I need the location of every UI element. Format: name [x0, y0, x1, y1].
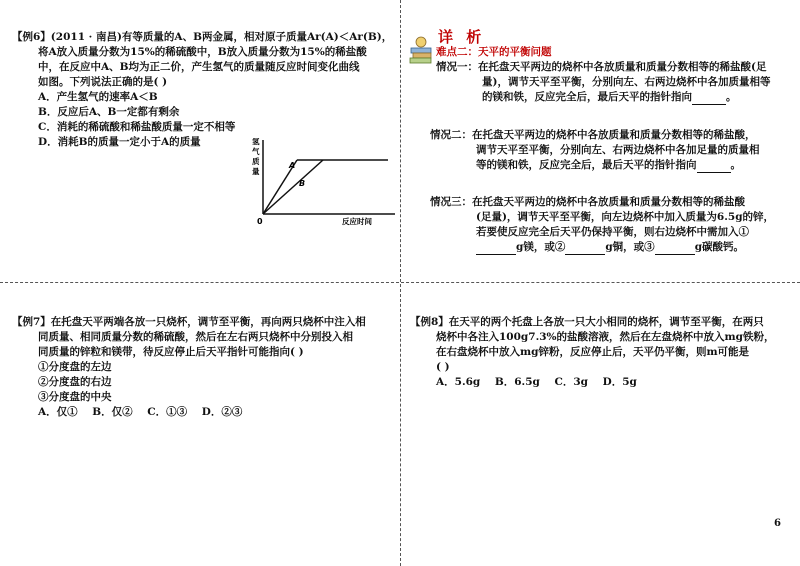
example7-options: A．仅① B．仅② C．①③ D．②③	[38, 406, 243, 418]
example7-line: 【例7】在托盘天平两端各放一只烧杯，调节至平衡，再向两只烧杯中注入相	[12, 316, 366, 328]
hydrogen-mass-graph	[250, 138, 400, 238]
case3-line: (足量)，调节天平至平衡，向左边烧杯中加入质量为6.5g的锌，	[476, 211, 775, 223]
example8-panel	[410, 315, 790, 390]
case3-blank-2[interactable]	[565, 243, 605, 255]
case3-blank-3[interactable]	[655, 243, 695, 255]
example8-line: 【例8】在天平的两个托盘上各放一只大小相同的烧杯，调节至平衡，在两只	[410, 316, 764, 328]
y-axis-label-char: 质	[252, 157, 260, 166]
case2-line: 调节天平至平衡，分别向左、右两边烧杯中各加足量的质量相	[476, 144, 760, 156]
case2-line: 等的镁和铁，反应完全后，最后天平的指针指向 。	[476, 159, 741, 171]
case3-fill: g碳酸钙。	[694, 241, 745, 253]
example6-option: C．消耗的稀硫酸和稀盐酸质量一定不相等	[38, 121, 236, 133]
origin-label: 0	[257, 217, 263, 226]
curve-b-label: B	[299, 179, 306, 188]
case1-answer-blank[interactable]	[692, 93, 726, 105]
case2-text: 等的镁和铁，反应完全后，最后天平的指针指向	[476, 159, 697, 171]
vertical-divider	[400, 0, 401, 566]
case3-blank-1[interactable]	[476, 243, 516, 255]
example6-line: 中，在反应中A、B均为正二价，产生氢气的质量随反应时间变化曲线	[38, 61, 360, 73]
y-axis-label-char: 气	[252, 147, 260, 156]
y-axis-label-char: 氢	[252, 138, 260, 146]
example7-line: 同质量的锌粒和镁带，待反应停止后天平指针可能指向( )	[38, 346, 304, 358]
analysis-panel	[410, 30, 790, 255]
example7-line: 同质量、相同质量分数的稀硫酸，然后在左右两只烧杯中分别投入相	[38, 331, 353, 343]
case2-line: 情况二：在托盘天平两边的烧杯中各放质量和质量分数相等的稀盐酸，	[430, 129, 756, 141]
example8-line: 烧杯中各注入100g7.3%的盐酸溶液，然后在左盘烧杯中放入mg铁粉，	[436, 331, 775, 343]
example6-line: 将A放入质量分数为15%的稀硫酸中，B放入质量分数为15%的稀盐酸	[38, 46, 367, 58]
example6-line: 如图。下列说法正确的是( )	[38, 76, 168, 88]
example7-choice: ③分度盘的中央	[38, 391, 112, 403]
case3-fill-line	[410, 240, 790, 255]
example6-panel	[12, 30, 393, 150]
example7-choice: ①分度盘的左边	[38, 361, 112, 373]
y-axis-label-char: 量	[252, 167, 260, 176]
case1-line: 情况一：在托盘天平两边的烧杯中各放质量和质量分数相等的稀盐酸(足	[436, 61, 767, 73]
case1-text: 的镁和铁，反应完全后，最后天平的指针指向	[482, 91, 692, 103]
example7-panel	[12, 315, 390, 420]
example8-options: A．5.6g B．6.5g C．3g D．5g	[436, 376, 637, 388]
case3-fill: g镁，或②	[516, 241, 566, 253]
example7-choice: ②分度盘的右边	[38, 376, 112, 388]
case3-fill: g铜，或③	[605, 241, 655, 253]
x-axis-label: 反应时间	[342, 217, 372, 226]
example6-option: B．反应后A、B一定都有剩余	[38, 106, 180, 118]
case3-line: 情况三：在托盘天平两边的烧杯中各放质量和质量分数相等的稀盐酸	[430, 196, 745, 208]
example6-option: A．产生氢气的速率A＜B	[38, 91, 158, 103]
case2-answer-blank[interactable]	[697, 161, 731, 173]
example6-option: D．消耗B的质量一定小于A的质量	[38, 136, 201, 148]
case1-line: 的镁和铁，反应完全后，最后天平的指针指向 。	[482, 91, 737, 103]
example8-line: ( )	[436, 361, 450, 373]
curve-a-label: A	[289, 161, 296, 170]
example8-line: 在右盘烧杯中放入mg锌粉，反应停止后，天平仍平衡，则m可能是	[436, 346, 750, 358]
case1-line: 量)，调节天平至平衡，分别向左、右两边烧杯中各加质量相等	[482, 76, 771, 88]
page-number: 6	[774, 518, 781, 529]
analysis-subtitle: 难点二：天平的平衡问题	[436, 46, 552, 58]
analysis-title: 详 析	[438, 28, 486, 46]
example6-line: 【例6】(2011 · 南昌)有等质量的A、B两金属，相对原子质量Ar(A)＜Ar(B)，	[12, 31, 393, 43]
case3-line: 若要使反应完全后天平仍保持平衡，则右边烧杯中需加入①	[476, 226, 749, 238]
